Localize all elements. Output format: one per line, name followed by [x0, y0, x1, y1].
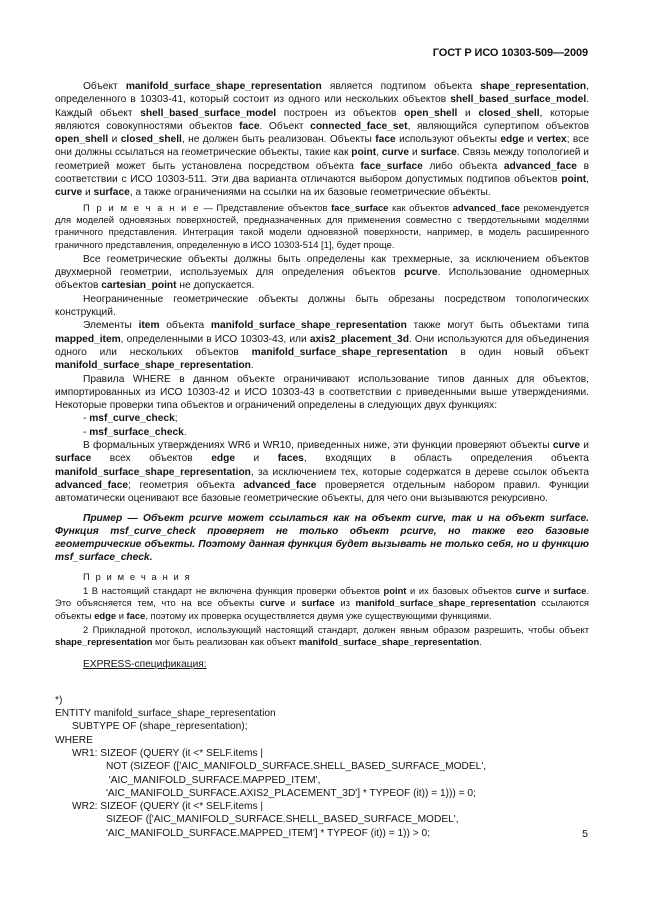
text-run: advanced_face [503, 160, 577, 172]
text-run: Объект [83, 81, 126, 92]
text-run: manifold_surface_shape_representation [298, 636, 480, 648]
code-line: WHERE [55, 734, 93, 746]
text-run: advanced_face [452, 201, 520, 213]
text-run: manifold_surface_shape_representation [355, 597, 536, 609]
text-run: face [126, 609, 146, 621]
text-run: cartesian_point [101, 280, 177, 292]
text-run: , определенными в ИСО 10303-43, или [120, 333, 310, 345]
code-line: *) [55, 694, 63, 706]
text-run: построен из объектов [276, 107, 405, 119]
text-run: П р и м е ч а н и е [83, 201, 200, 213]
text-run: . Каждый объект [55, 94, 589, 119]
text-run: , которые являются совокупностями объектов [55, 107, 589, 132]
text-run: Неограниченные геометрические объекты должны быть обрезаны посредством топологических конструкций. [55, 293, 589, 319]
text-run: и [108, 134, 121, 146]
text-run: . [250, 360, 254, 372]
text-run: point [351, 147, 377, 159]
text-run: и [409, 147, 421, 159]
text-run: ; геометрия объекта [128, 479, 244, 491]
code-line: 'AIC_MANIFOLD_SURFACE.MAPPED_ITEM', [55, 774, 321, 786]
text-run: shape_representation [55, 636, 153, 648]
text-run: curve [515, 584, 541, 596]
text-run: curve [55, 187, 83, 199]
text-run: , за исключением тех, которые содержатся в дереве ссылок объекта [250, 466, 589, 478]
text-run: либо объекта [422, 160, 504, 172]
text-run: , не должен быть реализован. Объекты [181, 134, 376, 146]
paragraph-3 [55, 293, 589, 320]
text-run: surface [55, 453, 92, 465]
text-run: face [375, 134, 396, 146]
text-run: - [83, 413, 90, 425]
text-run: curve [259, 597, 285, 609]
text-run: . Связь между топологией и геометрией может быть установлена посредством объекта [55, 147, 589, 172]
text-run: мог быть реализован как объект [152, 636, 299, 648]
text-run: msf_surface_check [89, 426, 184, 438]
text-run: manifold_surface_shape_representation [125, 81, 322, 92]
text-run: , входящих в область определения объекта [303, 453, 589, 465]
text-run: и [457, 107, 479, 119]
text-run: также могут быть объектами типа [406, 320, 589, 332]
list-item-2 [55, 426, 589, 439]
code-line: WR2: SIZEOF (QUERY (it <* SELF.items | [55, 801, 264, 813]
paragraph-5 [55, 373, 589, 413]
example-paragraph [55, 512, 589, 565]
text-run: closed_shell [478, 107, 540, 119]
text-run: edge [500, 134, 525, 146]
text-run: faces [277, 453, 304, 465]
text-run: shell_based_surface_model [450, 94, 587, 106]
text-run: Элементы [83, 320, 139, 332]
paragraph-2 [55, 253, 589, 293]
text-run: manifold_surface_shape_representation [210, 320, 407, 332]
document-body [55, 80, 589, 840]
text-run: ; все они должны ссылаться на геометрические объекты, такие как [55, 134, 589, 159]
text-run: Правила WHERE в данном объекте ограничивают использование типов данных для объектов, импортированных из ИСО 10303-42 и ИСО 10303-43 в соответствии с приведенными выше утверждениями. Некоторые проверки типа объектов и ограничений определены в следующих двух функциях: [55, 373, 589, 412]
text-run: surface [420, 147, 457, 159]
text-run: face_surface [360, 160, 423, 172]
text-run: point [383, 584, 407, 596]
code-line: SIZEOF (['AIC_MANIFOLD_SURFACE.SHELL_BASED_SURFACE_MODEL', [55, 814, 459, 826]
text-run: surface [301, 597, 335, 609]
text-run: , являющийся супертипом объектов [407, 120, 590, 132]
text-run: connected_face_set [310, 120, 408, 132]
note-1 [55, 202, 589, 251]
text-run: , определенного в 10303-41, который состоит из одного или нескольких объектов [55, 81, 589, 106]
text-run: ссылаются объекты [55, 597, 589, 621]
text-run: ; [174, 413, 178, 425]
text-run: 2 Прикладной протокол, использующий настоящий стандарт, должен явным образом разрешить, чтобы объект [83, 623, 589, 635]
text-run: advanced_face [243, 479, 317, 491]
text-run: edge [211, 453, 235, 465]
text-run: . [183, 426, 187, 438]
text-run: closed_shell [120, 134, 182, 146]
code-line: NOT (SIZEOF (['AIC_MANIFOLD_SURFACE.SHELL_BASED_SURFACE_MODEL', [55, 761, 487, 773]
text-run: и [116, 609, 127, 621]
text-run: . Это объясняется тем, что на все объекты [55, 584, 590, 609]
text-run: и [82, 187, 94, 199]
express-spec-label: EXPRESS-спецификация: [83, 659, 207, 671]
code-line: ENTITY manifold_surface_shape_representation [55, 708, 276, 720]
text-run: point [561, 174, 587, 186]
text-run: shell_based_surface_model [140, 107, 277, 119]
document-header: ГОСТ Р ИСО 10303-509—2009 [432, 47, 588, 59]
text-run: surface [93, 187, 130, 199]
text-run: Все геометрические объекты должны быть определены как трехмерные, за исключением объектов двухмерной геометрии, используемых для определения объектов [55, 253, 589, 279]
text-run: item [138, 320, 160, 332]
text-run: используют объекты [395, 134, 501, 146]
text-run: vertex [536, 134, 567, 146]
text-run: и [284, 597, 302, 609]
text-run: , а также ограничениями на ссылки на их базовые геометрические объекты. [129, 187, 491, 199]
code-line: WR1: SIZEOF (QUERY (it <* SELF.items | [55, 747, 264, 759]
text-run: manifold_surface_shape_representation [55, 360, 251, 372]
text-run: . [479, 636, 482, 648]
text-run: в соответствии с ИСО 10303-511. Эти два варианта отличаются выбором допустимых подтипов объектов [55, 160, 589, 186]
paragraph-1 [55, 80, 589, 200]
text-run: mapped_item [55, 333, 121, 345]
text-run: 1 В настоящий стандарт не включена функция проверки объектов [83, 584, 384, 596]
text-run: . Они используются для объединения одного или нескольких объектов [55, 333, 589, 358]
text-run: face_surface [331, 201, 389, 213]
text-run: — Представление объектов [199, 201, 332, 213]
text-run: рекомендуется для моделей одновязных поверхностей, предназначенных для применения совместно с твердотельными моделями граничного представления. Интеграция такой модели одновязной поверхности, например, в модель расширенного граничного представления, определенную в ИСО 10303-514 [1], будет проще. [55, 201, 590, 250]
text-run: и их базовых объектов [406, 584, 516, 596]
text-run: - [83, 426, 90, 438]
note-2 [55, 585, 589, 622]
express-code-block [55, 694, 589, 840]
text-run: объекта [159, 320, 211, 332]
text-run: curve [381, 147, 410, 159]
text-run: как объектов [388, 201, 453, 213]
text-run: surface [553, 584, 587, 596]
text-run: . Объект [259, 120, 311, 132]
page-number: 5 [582, 828, 588, 840]
note-3 [55, 624, 589, 649]
paragraph-4 [55, 319, 589, 372]
text-run: проверяется отдельным набором правил. Функции автоматически оценивают все базовые геометрические объекты, для чего они вызываются рекурсивно. [55, 479, 589, 505]
text-run: и [540, 584, 554, 596]
text-run: edge [94, 609, 117, 621]
text-run: Пример — Объект pcurve может ссылаться как на объект curve, так и на объект surface. Функция msf_curve_check проверяет не только объект pcurve, но также его базовые геометрические объекты. Поэтому данная функция будет вызывать не только себя, но и функцию msf_surface_check. [55, 512, 589, 564]
text-run: , [586, 174, 589, 186]
code-line: 'AIC_MANIFOLD_SURFACE.MAPPED_ITEM'] * TYPEOF (it)) = 1)) > 0; [55, 827, 431, 839]
notes-heading [55, 571, 589, 583]
text-run: curve [552, 440, 581, 452]
text-run: из [334, 597, 356, 609]
text-run: face [239, 120, 260, 132]
text-run: manifold_surface_shape_representation [55, 466, 251, 478]
text-run: open_shell [55, 134, 109, 146]
text-run: pcurve [404, 267, 438, 279]
text-run: не допускается. [176, 280, 255, 292]
text-run: open_shell [404, 107, 458, 119]
text-run: и [580, 440, 589, 452]
text-run: является подтипом объекта [321, 81, 481, 92]
text-run: advanced_face [55, 479, 129, 491]
code-line: 'AIC_MANIFOLD_SURFACE.AXIS2_PLACEMENT_3D'] * TYPEOF (it)) = 1))) = 0; [55, 787, 476, 799]
list-item-1 [55, 412, 589, 425]
text-run: П р и м е ч а н и я [83, 570, 192, 582]
paragraph-6 [55, 439, 589, 505]
text-run: В формальных утверждениях WR6 и WR10, приведенных ниже, эти функции проверяют объекты [83, 440, 553, 452]
text-run: shape_representation [480, 81, 587, 92]
text-run: . Использование одномерных объектов [55, 267, 589, 292]
text-run: и [235, 453, 278, 465]
code-line: SUBTYPE OF (shape_representation); [55, 721, 248, 733]
text-run: manifold_surface_shape_representation [251, 346, 448, 358]
text-run: axis2_placement_3d [309, 333, 409, 345]
text-run: , [376, 147, 382, 159]
text-run: в один новый объект [447, 346, 589, 358]
text-run: msf_curve_check [89, 413, 175, 425]
text-run: , поэтому их проверка осуществляется двумя уже существующими функциями. [145, 609, 492, 621]
text-run: и [524, 134, 537, 146]
text-run: всех объектов [91, 453, 212, 465]
